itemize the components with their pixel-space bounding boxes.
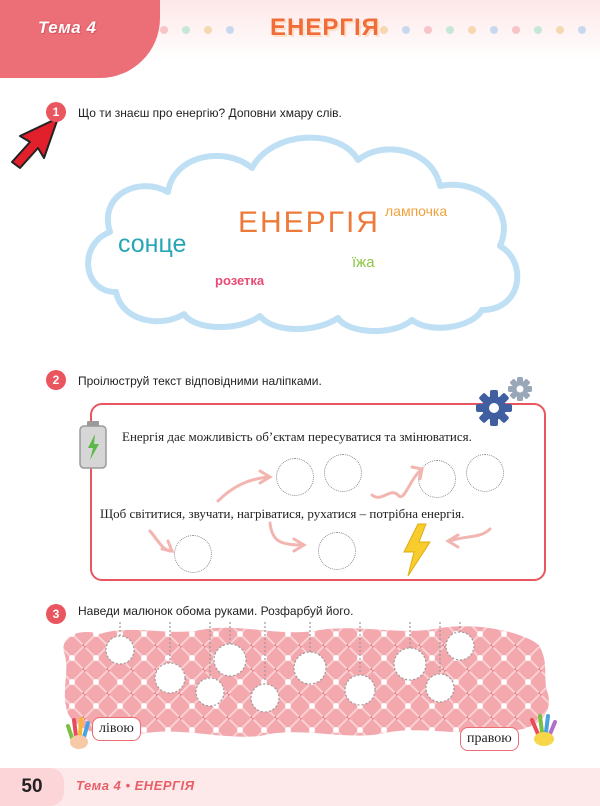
word-food: їжа [352, 254, 375, 271]
page-title: ЕНЕРГІЯ [270, 14, 380, 41]
sentence-2: Щоб світитися, звучати, нагріватися, рухатися – потрібна енергія. [100, 506, 465, 521]
decorative-dots [160, 26, 600, 36]
decorative-dot [556, 26, 564, 34]
decorative-arrows [90, 403, 546, 581]
decorative-dot [380, 26, 388, 34]
left-hand-label: лівою [92, 717, 141, 741]
hand-icon [526, 712, 558, 748]
hand-icon [64, 716, 94, 750]
decorative-dot [490, 26, 498, 34]
decorative-dot [402, 26, 410, 34]
task-1-text: Що ти знаєш про енергію? Доповни хмару слів. [78, 106, 342, 120]
decorative-dot [468, 26, 476, 34]
decorative-dot [512, 26, 520, 34]
decorative-dot [182, 26, 190, 34]
right-hand-label: правою [460, 727, 519, 751]
footer-text: Тема 4 • ЕНЕРГІЯ [76, 778, 195, 793]
word-lamp: лампочка [385, 203, 448, 219]
lightning-icon [398, 522, 434, 578]
decorative-dot [204, 26, 212, 34]
task-3-text: Наведи малюнок обома руками. Розфарбуй його. [78, 604, 354, 618]
sentence-1: Енергія дає можливість об’єктам пересуватися та змінюватися. [122, 429, 472, 444]
word-socket: розетка [215, 273, 265, 288]
page-number: 50 [0, 768, 64, 806]
decorative-dot [534, 26, 542, 34]
task-1-number: 1 [46, 102, 66, 122]
theme-tab [0, 0, 160, 78]
decorative-dot [578, 26, 586, 34]
task-3-number: 3 [46, 604, 66, 624]
red-arrow-icon [8, 116, 68, 178]
decorative-dot [226, 26, 234, 34]
theme-label: Тема 4 [38, 18, 97, 37]
task-2-number: 2 [46, 370, 66, 390]
word-sun: сонце [118, 230, 187, 258]
decorative-dot [446, 26, 454, 34]
task-2-text: Проілюструй текст відповідними наліпками. [78, 374, 322, 388]
word-energy: ЕНЕРГІЯ [238, 206, 380, 239]
decorative-dot [160, 26, 168, 34]
decorative-dot [424, 26, 432, 34]
